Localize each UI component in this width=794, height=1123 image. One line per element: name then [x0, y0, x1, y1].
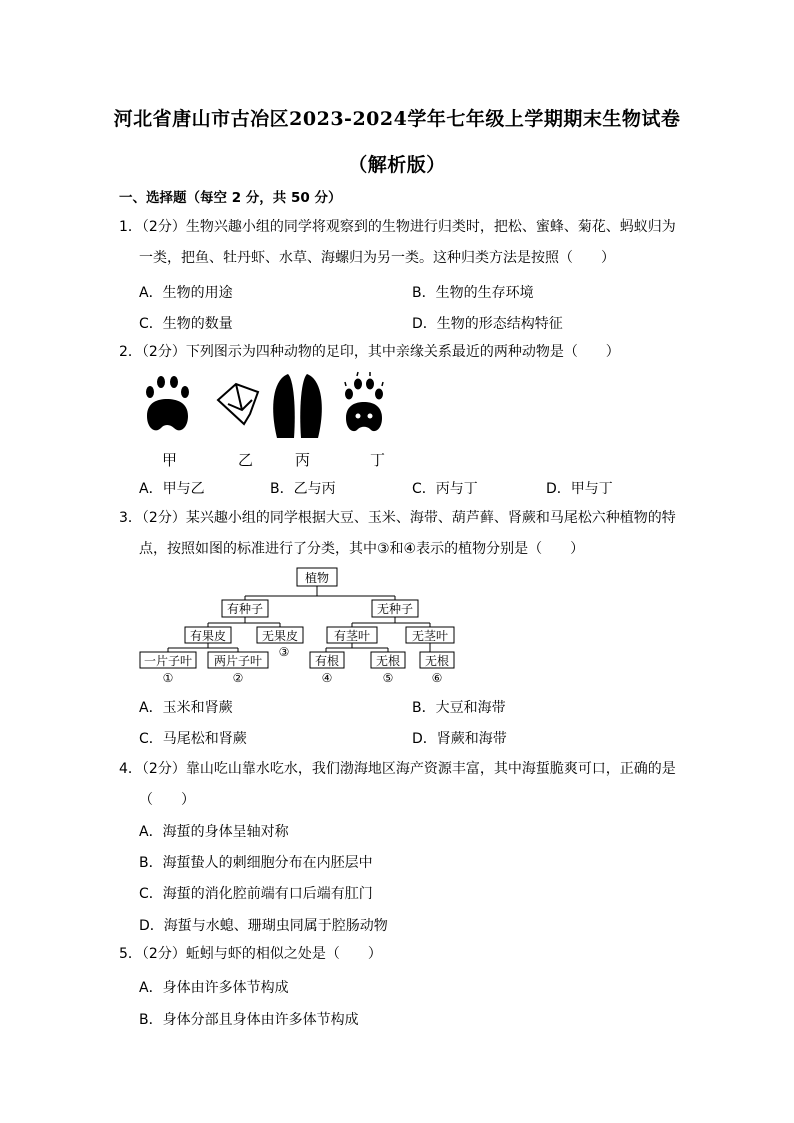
tree-mark-3: ③ [278, 645, 290, 659]
q1-option-c: C．生物的数量 [139, 316, 233, 332]
q3-stem-line2: 点，按照如图的标准进行了分类，其中③和④表示的植物分别是（ ） [139, 541, 585, 557]
tree-mark-5: ⑤ [382, 671, 394, 685]
tree-node-root-no-2: 无根 [424, 654, 450, 668]
q1-stem-line1: 1．（2分）生物兴趣小组的同学将观察到的生物进行归类时，把松、蜜蜂、菊花、蚂蚁归为 [119, 219, 676, 235]
footprint-bing-icon [273, 374, 322, 438]
tree-node-seed: 有种子 [226, 602, 264, 616]
footprint-ding-icon [345, 372, 383, 431]
footprints-figure [130, 370, 400, 445]
tree-mark-6: ⑥ [431, 671, 443, 685]
q5-stem: 5．（2分）蚯蚓与虾的相似之处是（ ） [119, 946, 382, 962]
q5-option-a: A．身体由许多体节构成 [139, 980, 289, 996]
tree-mark-2: ② [232, 671, 244, 685]
footprint-label-yi: 乙 [238, 451, 254, 469]
footprint-label-jia: 甲 [162, 451, 178, 469]
q5-option-b: B．身体分部且身体由许多体节构成 [139, 1012, 359, 1028]
tree-node-root-yes: 有根 [314, 654, 340, 668]
q3-option-c: C．马尾松和肾蕨 [139, 731, 247, 747]
tree-node-dicot: 两片子叶 [213, 654, 263, 668]
tree-node-no-stem-leaf: 无茎叶 [411, 629, 449, 643]
paper-title: 河北省唐山市古冶区2023-2024学年七年级上学期期末生物试卷 [113, 108, 681, 130]
q2-stem: 2．（2分）下列图示为四种动物的足印，其中亲缘关系最近的两种动物是（ ） [119, 344, 620, 360]
q4-stem-line1: 4．（2分）靠山吃山靠水吃水，我们渤海地区海产资源丰富，其中海蜇脆爽可口，正确的是 [119, 761, 676, 777]
q2-option-c: C．丙与丁 [412, 481, 478, 497]
q4-option-d: D．海蜇与水螅、珊瑚虫同属于腔肠动物 [139, 918, 388, 934]
footprint-label-ding: 丁 [370, 451, 386, 469]
q1-option-b: B．生物的生存环境 [412, 285, 534, 301]
section-heading: 一、选择题（每空 2 分，共 50 分） [119, 190, 342, 206]
q3-option-d: D．肾蕨和海带 [412, 731, 507, 747]
q4-option-c: C．海蜇的消化腔前端有口后端有肛门 [139, 886, 373, 902]
tree-node-no-seed: 无种子 [376, 602, 414, 616]
q1-option-d: D．生物的形态结构特征 [412, 316, 563, 332]
tree-mark-4: ④ [321, 671, 333, 685]
q2-option-b: B．乙与丙 [270, 481, 336, 497]
q4-stem-line2: （ ） [139, 792, 195, 808]
tree-mark-1: ① [162, 671, 174, 685]
tree-node-no-fruit-coat: 无果皮 [261, 629, 299, 643]
paper-subtitle: （解析版） [348, 154, 446, 176]
q2-option-a: A．甲与乙 [139, 481, 205, 497]
q4-option-a: A．海蜇的身体呈轴对称 [139, 824, 289, 840]
footprint-yi-icon [218, 384, 258, 424]
tree-node-stem-leaf: 有茎叶 [333, 629, 371, 643]
footprint-jia-icon [146, 376, 189, 430]
q3-stem-line1: 3．（2分）某兴趣小组的同学根据大豆、玉米、海带、葫芦藓、肾蕨和马尾松六种植物的特 [119, 510, 676, 526]
q3-option-a: A．玉米和肾蕨 [139, 700, 233, 716]
q1-stem-line2: 一类，把鱼、牡丹虾、水草、海螺归为另一类。这种归类方法是按照（ ） [139, 250, 615, 266]
tree-node-root-no: 无根 [375, 654, 401, 668]
q4-option-b: B．海蜇蛰人的刺细胞分布在内胚层中 [139, 855, 373, 871]
q2-option-d: D．甲与丁 [546, 481, 613, 497]
q3-option-b: B．大豆和海带 [412, 700, 506, 716]
classification-tree [130, 565, 470, 690]
q1-option-a: A．生物的用途 [139, 285, 233, 301]
tree-node-root: 植物 [304, 571, 330, 585]
tree-node-monocot: 一片子叶 [143, 654, 193, 668]
footprint-label-bing: 丙 [295, 451, 311, 469]
tree-node-fruit-coat: 有果皮 [189, 629, 227, 643]
